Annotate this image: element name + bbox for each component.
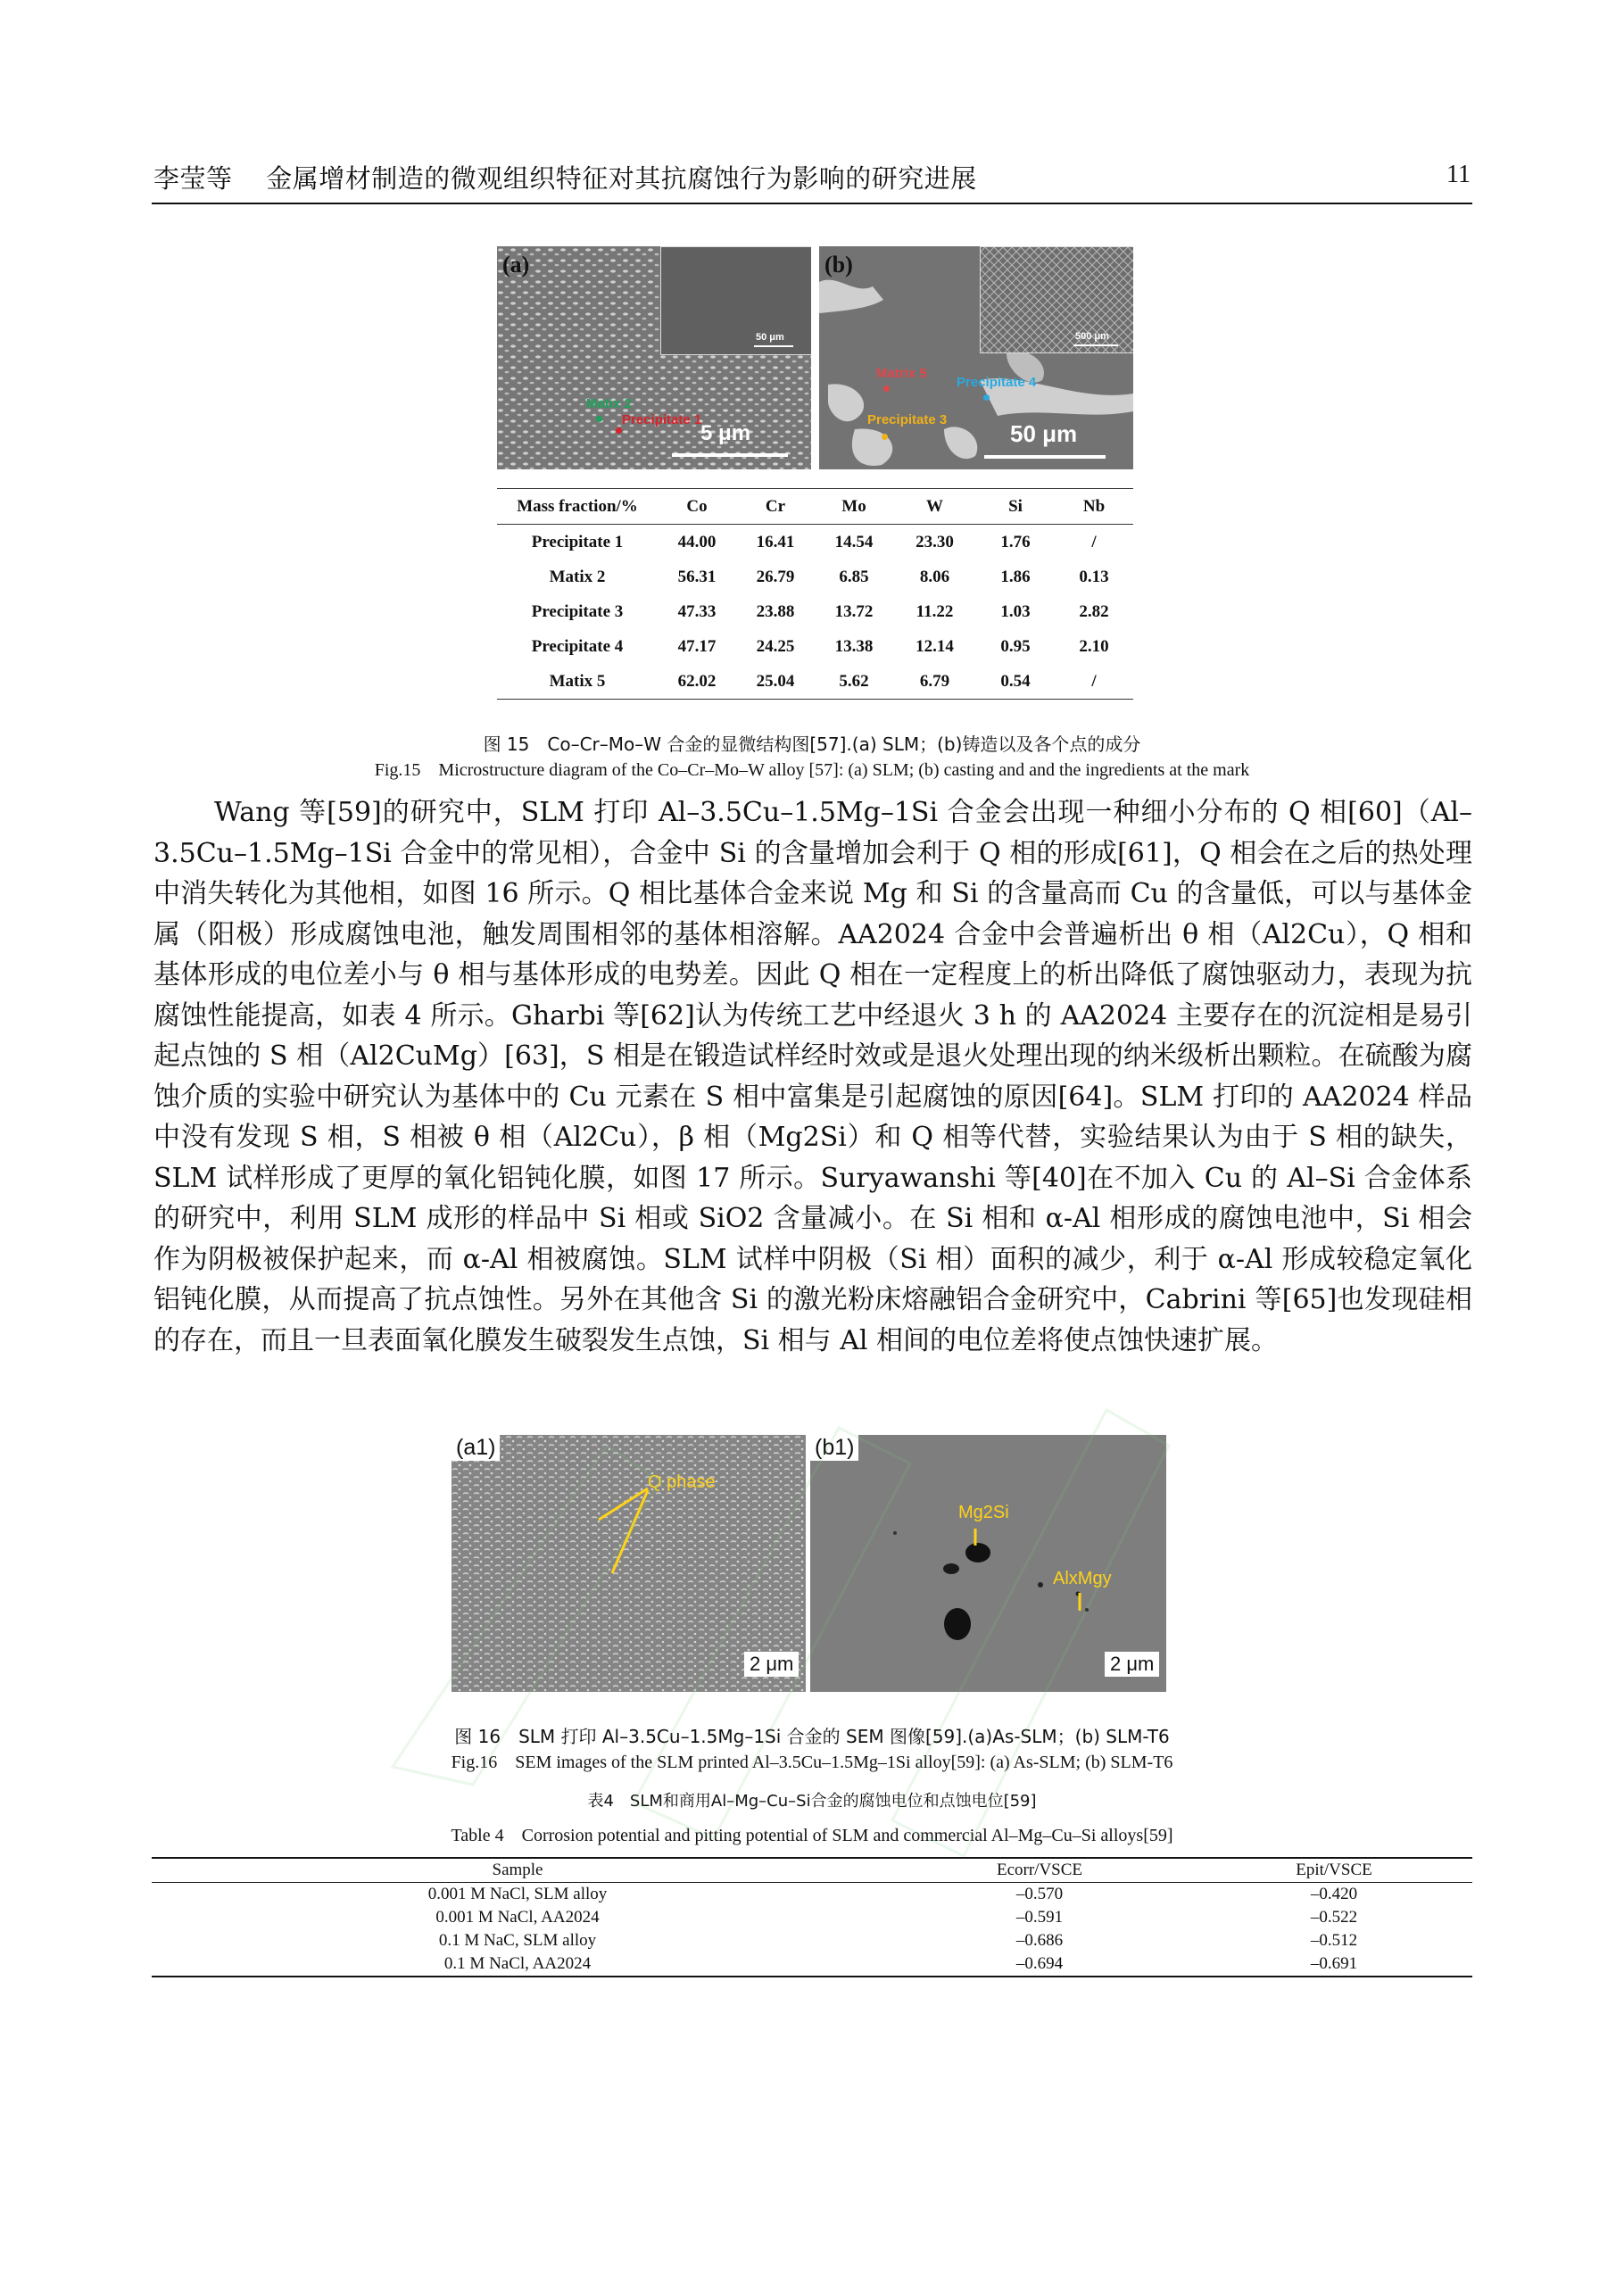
table4-wrap <box>152 1857 1472 1977</box>
table-cell: –0.512 <box>1310 1931 1358 1950</box>
table-cell: 0.95 <box>1000 636 1031 656</box>
table-cell: 2.82 <box>1079 601 1109 621</box>
fig15-a-inset-scalebar <box>754 345 793 347</box>
table-cell: / <box>1091 671 1097 691</box>
header-cell: Nb <box>1055 489 1133 525</box>
table-cell: 6.79 <box>919 671 950 691</box>
table-cell: 25.04 <box>756 671 795 691</box>
fig15-a-dot-matix2 <box>596 416 602 422</box>
table-cell: 14.54 <box>834 532 874 551</box>
fig15-panel-b <box>819 246 1133 469</box>
fig15-a-inset <box>660 246 811 355</box>
table-cell: 47.17 <box>677 636 717 656</box>
body-text <box>153 792 1472 1361</box>
header-cell: Mass fraction/% <box>497 489 658 525</box>
header-cell: Sample <box>152 1859 883 1883</box>
page-number: 11 <box>1446 161 1471 188</box>
table-cell: 1.76 <box>1000 532 1031 551</box>
table-cell: –0.686 <box>1015 1931 1064 1950</box>
table4 <box>152 1859 1472 1976</box>
table-row <box>497 525 1133 560</box>
table-cell: 0.1 M NaCl, AA2024 <box>443 1954 592 1973</box>
fig15-panel-a <box>497 246 811 469</box>
fig15-b-inset-scalebar <box>1073 344 1118 346</box>
header-cell: Co <box>658 489 736 525</box>
table-cell: 13.72 <box>834 601 874 621</box>
fig15-a-point-precipitate1: Precipitate 1 <box>622 412 702 427</box>
table-cell: Precipitate 1 <box>531 532 624 551</box>
header-rule <box>152 203 1472 204</box>
table-cell: 0.001 M NaCl, SLM alloy <box>427 1885 608 1903</box>
fig15-b-point-precipitate4: Precipitate 4 <box>957 375 1037 390</box>
fig15-b-scalebar <box>984 455 1106 459</box>
table-cell: 0.13 <box>1079 567 1109 586</box>
fig16-panel-b <box>810 1435 1166 1692</box>
table-cell: 8.06 <box>919 567 950 586</box>
table-cell: –0.522 <box>1310 1908 1358 1927</box>
fig15-composition-table <box>497 489 1133 699</box>
fig15-b-dot-matrix5 <box>883 385 890 392</box>
fig15-b-label: (b) <box>824 252 853 278</box>
table-header-row <box>497 489 1133 525</box>
table-cell: 47.33 <box>677 601 717 621</box>
fig16-b-annotation-mg2si: Mg2Si <box>958 1503 1009 1522</box>
fig16-b-label: (b1) <box>810 1435 858 1461</box>
running-header <box>153 159 977 195</box>
table-cell: 13.38 <box>834 636 874 656</box>
fig16-a-annotation: Q phase <box>648 1472 716 1492</box>
table-cell: 62.02 <box>677 671 717 691</box>
header-cell: Ecorr/VSCE <box>883 1859 1196 1883</box>
table-cell: –0.694 <box>1015 1954 1064 1973</box>
table-row <box>497 594 1133 629</box>
table-cell: 23.88 <box>756 601 795 621</box>
header-cell: Mo <box>815 489 893 525</box>
table-cell: 16.41 <box>756 532 795 551</box>
table-cell: 5.62 <box>839 671 869 691</box>
table-cell: / <box>1091 532 1097 551</box>
fig15-b-point-matrix5: Matrix 5 <box>876 366 927 381</box>
table-cell: 6.85 <box>839 567 869 586</box>
table-cell: 56.31 <box>677 567 717 586</box>
fig15-b-dot-precipitate4 <box>983 394 990 401</box>
body-paragraph: Wang 等[59]的研究中，SLM 打印 Al–3.5Cu–1.5Mg–1Si 合金会出现一种细小分布的 Q 相[60]（Al–3.5Cu–1.5Mg–1Si 合金中的常见相），合金中 Si 的含量增加会利于 Q 相的形成[61]，Q 相会在之后的热处理中消失转化为其他相，如图 16 所示。Q 相比基体合金来说 Mg 和 Si 的含量高而 Cu 的含量低，可以与基体金属（阳极）形成腐蚀电池，触发周围相邻的基体相溶解。AA2024 合金中会普遍析出 θ 相（Al2Cu），Q 相和基体形成的电位差小与 θ 相与基体形成的电势差。因此 Q 相在一定程度上的析出降低了腐蚀驱动力，表现为抗腐蚀性能提高，如表 4 所示。Gharbi 等[62]认为传统工艺中经退火 3 h 的 AA2024 主要存在的沉淀相是易引起点蚀的 S 相（Al2CuMg）[63]，S 相是在锻造试样经时效或是退火处理出现的纳米级析出颗粒。在硫酸为腐蚀介质的实验中研究认为基体中的 Cu 元素在 S 相中富集是引起腐蚀的原因[64]。SLM 打印的 AA2024 样品中没有发现 S 相，S 相被 θ 相（Al2Cu），β 相（Mg2Si）和 Q 相等代替，实验结果认为由于 S 相的缺失，SLM 试样形成了更厚的氧化铝钝化膜，如图 17 所示。Suryawanshi 等[40]在不加入 Cu 的 Al–Si 合金体系的研究中，利用 SLM 成形的样品中 Si 相或 SiO2 含量减小。在 Si 相和 α-Al 相形成的腐蚀电池中，Si 相会作为阴极被保护起来，而 α-Al 相被腐蚀。SLM 试样中阴极（Si 相）面积的减少，利于 α-Al 形成较稳定氧化铝钝化膜，从而提高了抗点蚀性。另外在其他含 Si 的激光粉床熔融铝合金研究中，Cabrini 等[65]也发现硅相的存在，而且一旦表面氧化膜发生破裂发生点蚀，Si 相与 Al 相间的电位差将使点蚀快速扩展。 <box>153 797 1472 1356</box>
fig15-b-scale: 50 μm <box>1010 420 1078 447</box>
table-cell: 0.1 M NaC, SLM alloy <box>438 1931 597 1950</box>
header-title: 金属增材制造的微观组织特征对其抗腐蚀行为影响的研究进展 <box>266 163 977 194</box>
table-cell: 1.86 <box>1000 567 1031 586</box>
header-cell: Cr <box>736 489 815 525</box>
fig16-a-scale: 2 μm <box>744 1652 799 1677</box>
header-cell: W <box>893 489 976 525</box>
table-row <box>497 559 1133 594</box>
fig15-composition-table-wrap <box>497 488 1133 700</box>
table-cell: Matix 2 <box>549 567 606 586</box>
fig16-caption-cn: 图 16 SLM 打印 Al–3.5Cu–1.5Mg–1Si 合金的 SEM 图像[59].(a)As-SLM；(b) SLM-T6 <box>454 1726 1170 1747</box>
table-row <box>497 664 1133 699</box>
table-cell: –0.570 <box>1015 1885 1064 1903</box>
table-row <box>152 1929 1472 1952</box>
table-cell: –0.591 <box>1015 1908 1064 1927</box>
fig15-a-label: (a) <box>502 252 530 278</box>
header-cell: Epit/VSCE <box>1196 1859 1472 1883</box>
fig15-b-dot-precipitate3 <box>882 434 888 440</box>
fig15-b-inset-scale: 500 μm <box>1075 331 1109 342</box>
table-cell: Precipitate 4 <box>531 636 624 656</box>
fig16-b-annotation-almg: AlxMgy <box>1053 1569 1112 1588</box>
fig15-a-scale: 5 μm <box>700 421 751 445</box>
table-row <box>152 1952 1472 1976</box>
fig16-caption-en: Fig.16 SEM images of the SLM printed Al–3.5Cu–1.5Mg–1Si alloy[59]: (a) As-SLM; (b) SLM-T6 <box>451 1753 1173 1772</box>
fig15-b-inset <box>980 246 1133 353</box>
fig15-caption-en: Fig.15 Microstructure diagram of the Co–Cr–Mo–W alloy [57]: (a) SLM; (b) casting and and the ingredients at the mark <box>374 760 1250 780</box>
table-cell: 12.14 <box>916 636 954 656</box>
fig15-caption-cn: 图 15 Co–Cr–Mo–W 合金的显微结构图[57].(a) SLM；(b)铸造以及各个点的成分 <box>483 734 1141 755</box>
table-cell: 24.25 <box>756 636 795 656</box>
table-cell: Precipitate 3 <box>531 601 624 621</box>
fig15-a-dot-precipitate1 <box>616 427 622 434</box>
table-cell: –0.420 <box>1310 1885 1358 1903</box>
fig15-a-point-matix2: Matix 2 <box>586 396 632 411</box>
header-cell: Si <box>976 489 1055 525</box>
inset-dendrite-texture <box>981 247 1133 352</box>
table4-title-cn: 表4 SLM和商用Al–Mg–Cu–Si合金的腐蚀电位和点蚀电位[59] <box>587 1792 1037 1811</box>
table-row <box>152 1906 1472 1929</box>
table-cell: 1.03 <box>1000 601 1031 621</box>
table-cell: Matix 5 <box>549 671 606 691</box>
fig16-a-label: (a1) <box>452 1435 500 1461</box>
fig15-b-point-precipitate3: Precipitate 3 <box>867 412 948 427</box>
table-header-row <box>152 1859 1472 1883</box>
table-cell: 11.22 <box>916 601 954 621</box>
fig16-panel-a <box>452 1435 806 1692</box>
table-cell: 26.79 <box>756 567 795 586</box>
table-cell: 0.54 <box>1000 671 1031 691</box>
table-cell: 44.00 <box>677 532 717 551</box>
table-row <box>497 629 1133 664</box>
table-cell: –0.691 <box>1310 1954 1358 1973</box>
table-cell: 0.001 M NaCl, AA2024 <box>435 1908 600 1927</box>
table-row <box>152 1883 1472 1907</box>
header-authors: 李莹等 <box>153 163 233 194</box>
table4-title-en: Table 4 Corrosion potential and pitting potential of SLM and commercial Al–Mg–Cu–Si alloys[59] <box>451 1826 1173 1845</box>
table-cell: 2.10 <box>1079 636 1109 656</box>
fig16-b-scale: 2 μm <box>1105 1652 1159 1677</box>
fig15-a-scalebar <box>672 453 788 457</box>
fig15-a-inset-scale: 50 μm <box>756 332 784 343</box>
table-cell: 23.30 <box>916 532 954 551</box>
